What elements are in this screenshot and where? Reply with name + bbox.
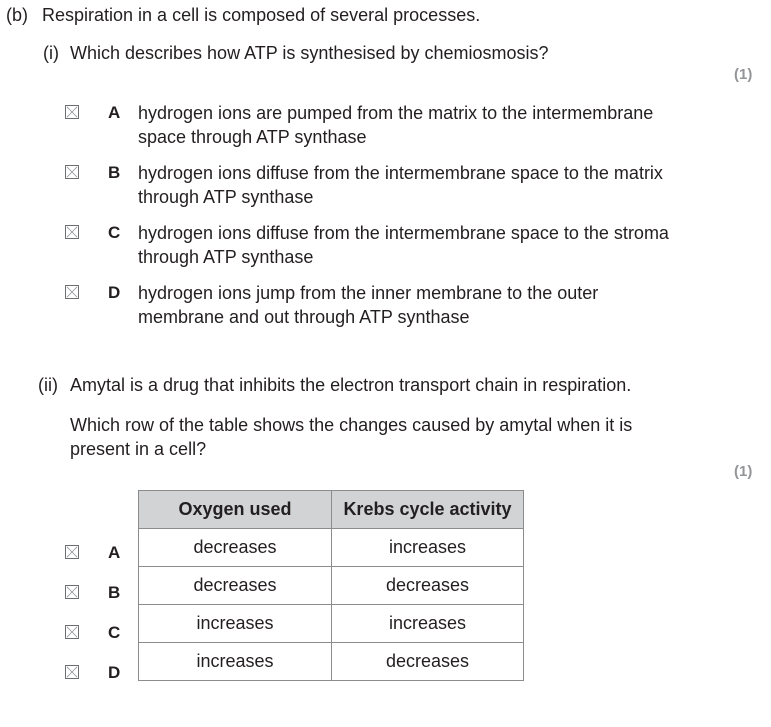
row-letter: B — [108, 583, 121, 602]
checkbox-b[interactable] — [65, 585, 79, 599]
table-header-row — [139, 491, 524, 529]
option-letter: A — [108, 103, 121, 122]
option-letter: C — [108, 223, 121, 242]
part-b-label: (b) — [6, 5, 28, 25]
q1-question: Which describes how ATP is synthesised by chemiosmosis? — [70, 43, 549, 63]
cell-oxygen: decreases — [139, 567, 332, 605]
q2-label: (ii) — [38, 375, 58, 395]
checkbox-d[interactable] — [65, 665, 79, 679]
table-row — [139, 529, 524, 567]
cell-krebs: decreases — [332, 643, 524, 681]
cell-krebs: increases — [332, 605, 524, 643]
q2-prompt-line1: Which row of the table shows the changes caused by amytal when it is — [70, 415, 633, 435]
q1-marks: (1) — [734, 66, 753, 83]
header-krebs-activity: Krebs cycle activity — [332, 491, 524, 529]
option-letter: B — [108, 163, 121, 182]
q2-marks: (1) — [734, 463, 753, 480]
cell-krebs: decreases — [332, 567, 524, 605]
checkbox-b[interactable] — [65, 165, 79, 179]
option-text: hydrogen ions diffuse from the intermembrane space to the matrix through ATP synthase — [138, 163, 663, 207]
row-letter: A — [108, 543, 121, 562]
option-text: hydrogen ions diffuse from the intermembrane space to the stroma through ATP synthase — [138, 223, 669, 267]
checkbox-c[interactable] — [65, 225, 79, 239]
checkbox-c[interactable] — [65, 625, 79, 639]
cell-krebs: increases — [332, 529, 524, 567]
cell-oxygen: decreases — [139, 529, 332, 567]
row-letter: D — [108, 663, 121, 682]
option-text: hydrogen ions jump from the inner membrane to the outer membrane and out through ATP synthase — [138, 283, 599, 327]
row-letter: C — [108, 623, 121, 642]
answer-table — [138, 490, 524, 681]
table-row — [139, 643, 524, 681]
checkbox-a[interactable] — [65, 545, 79, 559]
checkbox-a[interactable] — [65, 105, 79, 119]
q2-statement: Amytal is a drug that inhibits the electron transport chain in respiration. — [70, 375, 632, 395]
checkbox-d[interactable] — [65, 285, 79, 299]
cell-oxygen: increases — [139, 643, 332, 681]
table-row — [139, 605, 524, 643]
cell-oxygen: increases — [139, 605, 332, 643]
q2-prompt-line2: present in a cell? — [70, 439, 207, 459]
table-row — [139, 567, 524, 605]
option-letter: D — [108, 283, 121, 302]
header-oxygen-used: Oxygen used — [139, 491, 332, 529]
q1-label: (i) — [43, 43, 59, 63]
part-b-text: Respiration in a cell is composed of several processes. — [42, 5, 481, 25]
option-text: hydrogen ions are pumped from the matrix to the intermembrane space through ATP synthase — [138, 103, 654, 147]
